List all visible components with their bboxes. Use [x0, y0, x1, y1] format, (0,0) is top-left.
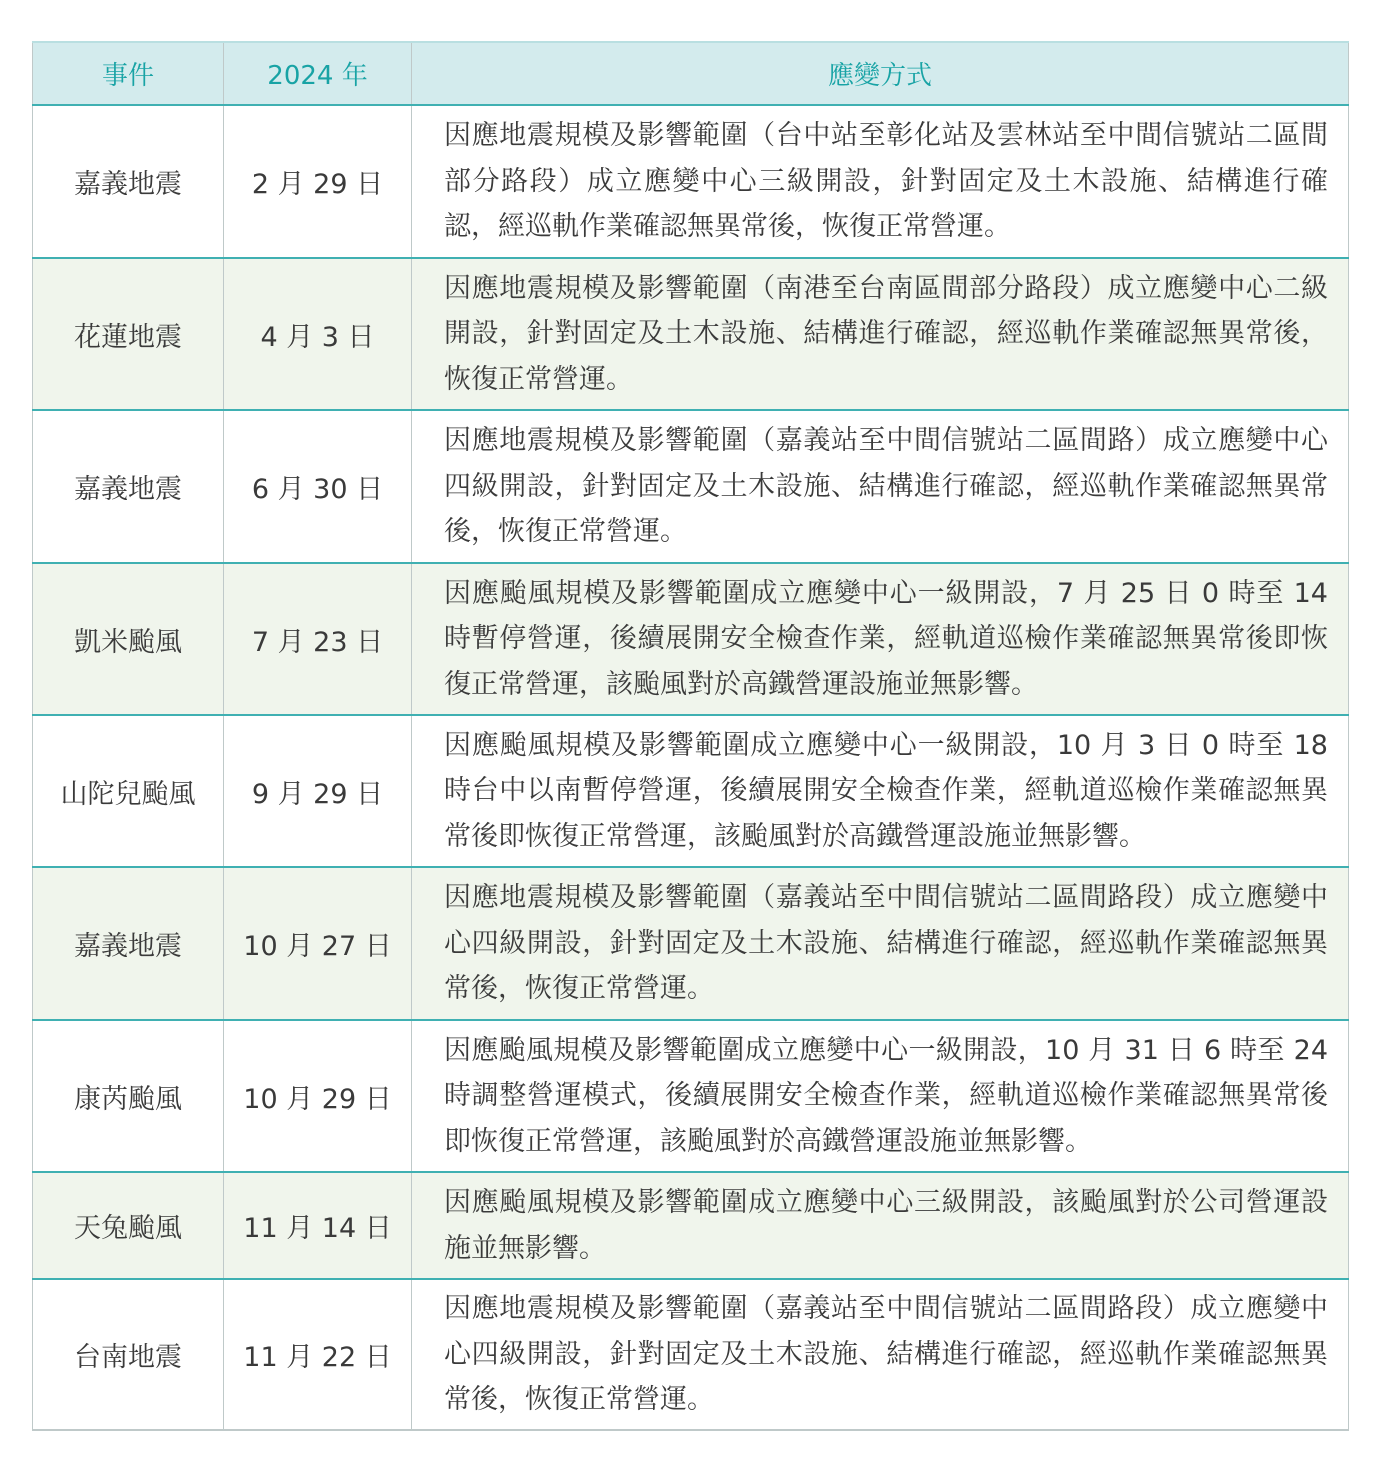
table-row	[33, 1279, 1349, 1430]
date-cell: 10 月 29 日	[224, 1020, 412, 1172]
table-row	[33, 867, 1349, 1020]
response-cell: 因應地震規模及影響範圍（台中站至彰化站及雲林站至中間信號站二區間部分路段）成立應變中心三級開設，針對固定及土木設施、結構進行確認，經巡軌作業確認無異常後，恢復正常營運。	[412, 105, 1349, 258]
table-row	[33, 258, 1349, 410]
table-row	[33, 410, 1349, 563]
date-cell: 7 月 23 日	[224, 563, 412, 715]
table-header-row	[33, 42, 1349, 105]
response-cell: 因應颱風規模及影響範圍成立應變中心一級開設，10 月 31 日 6 時至 24 時調整營運模式，後續展開安全檢查作業，經軌道巡檢作業確認無異常後即恢復正常營運，該颱風對於高鐵營運設施並無影響。	[412, 1020, 1349, 1172]
response-cell: 因應颱風規模及影響範圍成立應變中心一級開設，7 月 25 日 0 時至 14 時暫停營運，後續展開安全檢查作業，經軌道巡檢作業確認無異常後即恢復正常營運，該颱風對於高鐵營運設施並無影響。	[412, 563, 1349, 715]
event-cell: 台南地震	[33, 1279, 224, 1430]
date-cell: 11 月 22 日	[224, 1279, 412, 1430]
response-cell: 因應颱風規模及影響範圍成立應變中心三級開設，該颱風對於公司營運設施並無影響。	[412, 1172, 1349, 1279]
table-row	[33, 563, 1349, 715]
event-cell: 山陀兒颱風	[33, 715, 224, 867]
table-row	[33, 715, 1349, 867]
event-cell: 花蓮地震	[33, 258, 224, 410]
event-cell: 凱米颱風	[33, 563, 224, 715]
response-cell: 因應地震規模及影響範圍（嘉義站至中間信號站二區間路）成立應變中心四級開設，針對固定及土木設施、結構進行確認，經巡軌作業確認無異常後，恢復正常營運。	[412, 410, 1349, 563]
event-cell: 天兔颱風	[33, 1172, 224, 1279]
date-cell: 10 月 27 日	[224, 867, 412, 1020]
response-cell: 因應地震規模及影響範圍（南港至台南區間部分路段）成立應變中心二級開設，針對固定及土木設施、結構進行確認，經巡軌作業確認無異常後，恢復正常營運。	[412, 258, 1349, 410]
response-cell: 因應颱風規模及影響範圍成立應變中心一級開設，10 月 3 日 0 時至 18 時台中以南暫停營運，後續展開安全檢查作業，經軌道巡檢作業確認無異常後即恢復正常營運，該颱風對於高鐵營運設施並無影響。	[412, 715, 1349, 867]
response-cell: 因應地震規模及影響範圍（嘉義站至中間信號站二區間路段）成立應變中心四級開設，針對固定及土木設施、結構進行確認，經巡軌作業確認無異常後，恢復正常營運。	[412, 867, 1349, 1020]
date-cell: 2 月 29 日	[224, 105, 412, 258]
event-cell: 嘉義地震	[33, 410, 224, 563]
date-cell: 4 月 3 日	[224, 258, 412, 410]
event-cell: 康芮颱風	[33, 1020, 224, 1172]
event-response-table	[32, 41, 1349, 1431]
date-cell: 6 月 30 日	[224, 410, 412, 563]
header-date: 2024 年	[224, 42, 412, 105]
table-row	[33, 105, 1349, 258]
date-cell: 11 月 14 日	[224, 1172, 412, 1279]
header-event: 事件	[33, 42, 224, 105]
table-row	[33, 1172, 1349, 1279]
event-cell: 嘉義地震	[33, 867, 224, 1020]
header-response: 應變方式	[412, 42, 1349, 105]
response-cell: 因應地震規模及影響範圍（嘉義站至中間信號站二區間路段）成立應變中心四級開設，針對固定及土木設施、結構進行確認，經巡軌作業確認無異常後，恢復正常營運。	[412, 1279, 1349, 1430]
table-row	[33, 1020, 1349, 1172]
event-cell: 嘉義地震	[33, 105, 224, 258]
date-cell: 9 月 29 日	[224, 715, 412, 867]
